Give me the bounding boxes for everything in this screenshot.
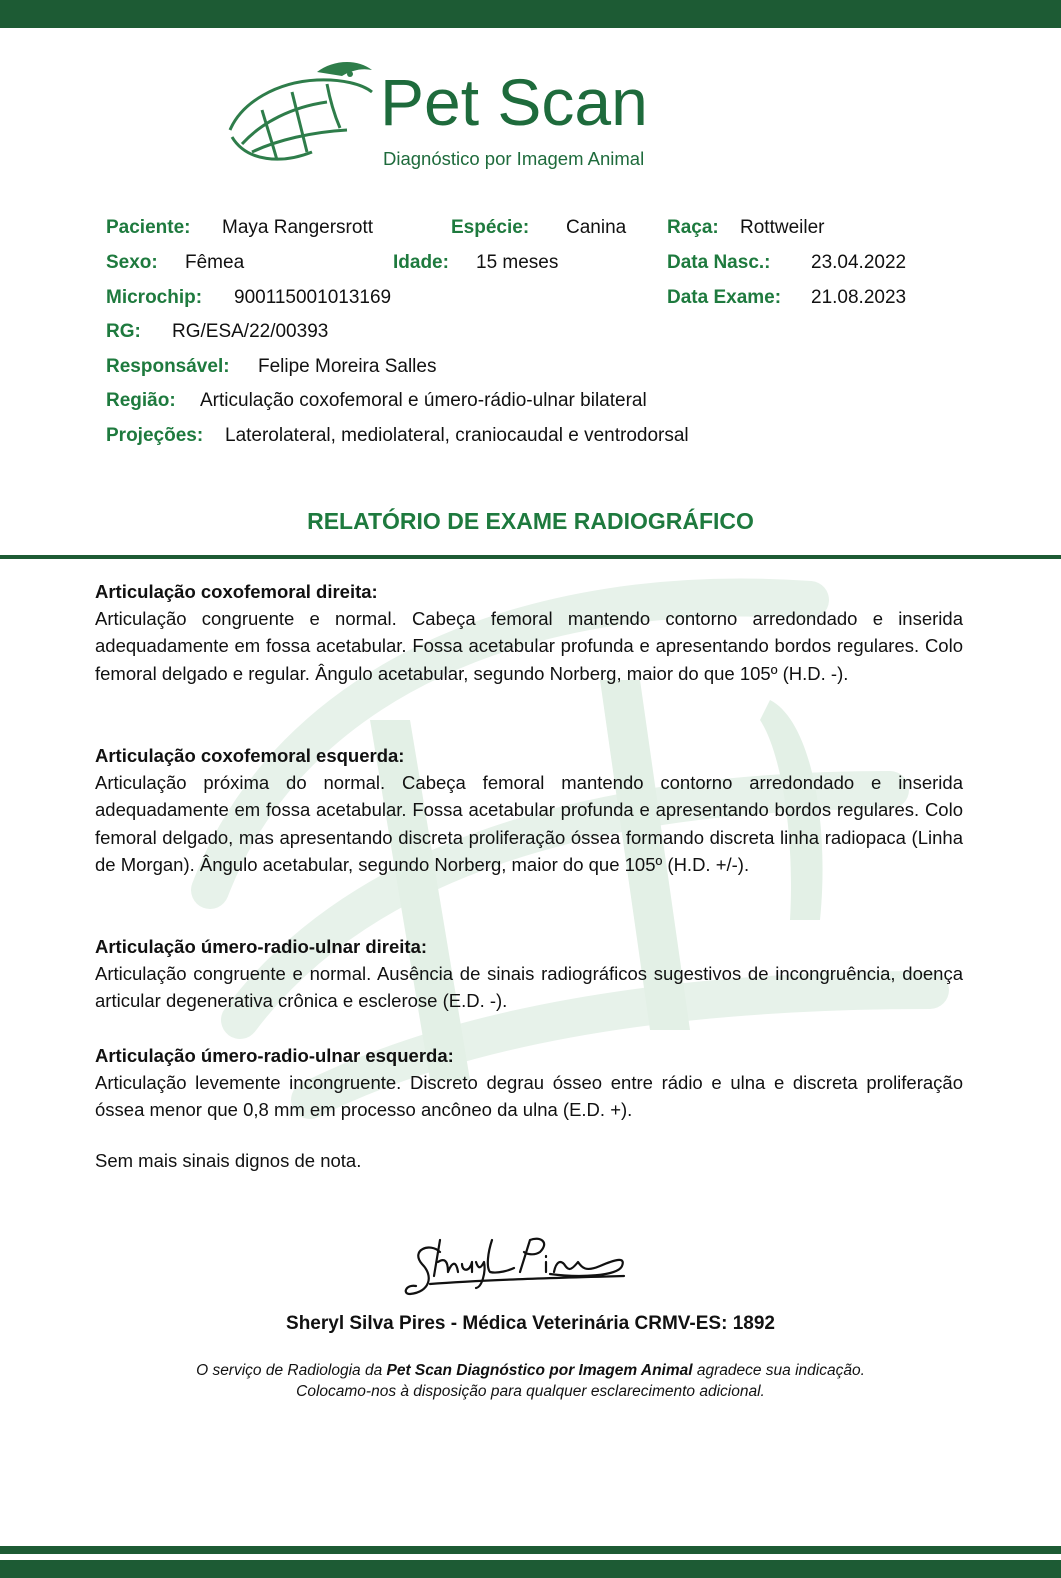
- footer-note: [0, 1360, 1061, 1402]
- value-microchip: 900115001013169: [234, 287, 392, 308]
- report-title: RELATÓRIO DE EXAME RADIOGRÁFICO: [307, 508, 754, 534]
- section-umero-direita: [95, 933, 963, 1015]
- closing-note: Sem mais sinais dignos de nota.: [95, 1150, 362, 1171]
- value-data-exame: 21.08.2023: [811, 287, 907, 308]
- section-umero-esquerda: [95, 1042, 963, 1124]
- label-responsavel: Responsável:: [106, 356, 230, 377]
- section-text: Articulação próxima do normal. Cabeça femoral mantendo contorno arredondado e inserida adequadamente em fossa acetabular. Fossa acetabular profunda e apresentando bordos regulares. Colo femoral delgado, mas apresentando discreta proliferação óssea formando discreta linha radiopaca (Linha de Morgan). Ângulo acetabular, segundo Norberg, maior do que 105º (H.D. +/-).: [95, 772, 963, 875]
- signer-name: Sheryl Silva Pires - Médica Veterinária CRMV-ES: 1892: [286, 1313, 775, 1334]
- section-text: Articulação congruente e normal. Ausência de sinais radiográficos sugestivos de incongruência, doença articular degenerativa crônica e esclerose (E.D. -).: [95, 963, 963, 1012]
- footer-line-1: [0, 1360, 1061, 1381]
- label-idade: Idade:: [393, 252, 449, 273]
- section-heading: Articulação coxofemoral esquerda:: [95, 745, 405, 766]
- value-sexo: Fêmea: [185, 252, 245, 273]
- value-regiao: Articulação coxofemoral e úmero-rádio-ulnar bilateral: [200, 390, 647, 411]
- section-text: Articulação congruente e normal. Cabeça femoral mantendo contorno arredondado e inserida adequadamente em fossa acetabular. Fossa acetabular profunda e apresentando bordos regulares. Colo femoral delgado e regular. Ângulo acetabular, segundo Norberg, maior do que 105º (H.D. -).: [95, 608, 963, 684]
- value-projecoes: Laterolateral, mediolateral, craniocaudal e ventrodorsal: [225, 425, 689, 446]
- label-rg: RG:: [106, 321, 141, 342]
- divider: [0, 555, 1061, 559]
- section-heading: Articulação úmero-radio-ulnar esquerda:: [95, 1045, 454, 1066]
- value-especie: Canina: [566, 217, 627, 238]
- footer-line-2: Colocamo-nos à disposição para qualquer esclarecimento adicional.: [296, 1383, 765, 1400]
- pet-scan-logo-dog-icon: [222, 52, 382, 167]
- bottom-bar-thin: [0, 1546, 1061, 1554]
- label-data-exame: Data Exame:: [667, 287, 782, 308]
- logo: [222, 52, 682, 182]
- top-bar: [0, 0, 1061, 28]
- brand-tagline: Diagnóstico por Imagem Animal: [383, 148, 645, 169]
- label-microchip: Microchip:: [106, 287, 203, 308]
- section-coxofemoral-esquerda: [95, 742, 963, 878]
- label-sexo: Sexo:: [106, 252, 158, 273]
- label-raca: Raça:: [667, 217, 719, 238]
- label-data-nasc: Data Nasc.:: [667, 252, 771, 273]
- section-heading: Articulação úmero-radio-ulnar direita:: [95, 936, 428, 957]
- value-raca: Rottweiler: [740, 217, 825, 238]
- value-idade: 15 meses: [476, 252, 559, 273]
- value-rg: RG/ESA/22/00393: [172, 321, 329, 342]
- label-especie: Espécie:: [451, 217, 530, 238]
- bottom-bar: [0, 1560, 1061, 1578]
- section-coxofemoral-direita: [95, 578, 963, 687]
- footer-line-1-post: agradece sua indicação.: [692, 1362, 865, 1379]
- value-responsavel: Felipe Moreira Salles: [258, 356, 437, 377]
- footer-line-1-bold: Pet Scan Diagnóstico por Imagem Animal: [386, 1362, 693, 1379]
- label-projecoes: Projeções:: [106, 425, 204, 446]
- handwritten-signature: [400, 1232, 640, 1307]
- value-data-nasc: 23.04.2022: [811, 252, 907, 273]
- brand-name: Pet Scan: [380, 65, 648, 139]
- section-text: Articulação levemente incongruente. Discreto degrau ósseo entre rádio e ulna e discreta proliferação óssea menor que 0,8 mm em processo ancôneo da ulna (E.D. +).: [95, 1072, 963, 1121]
- value-paciente: Maya Rangersrott: [222, 217, 374, 238]
- label-regiao: Região:: [106, 390, 176, 411]
- label-paciente: Paciente:: [106, 217, 191, 238]
- section-heading: Articulação coxofemoral direita:: [95, 581, 378, 602]
- footer-line-1-pre: O serviço de Radiologia da: [196, 1362, 387, 1379]
